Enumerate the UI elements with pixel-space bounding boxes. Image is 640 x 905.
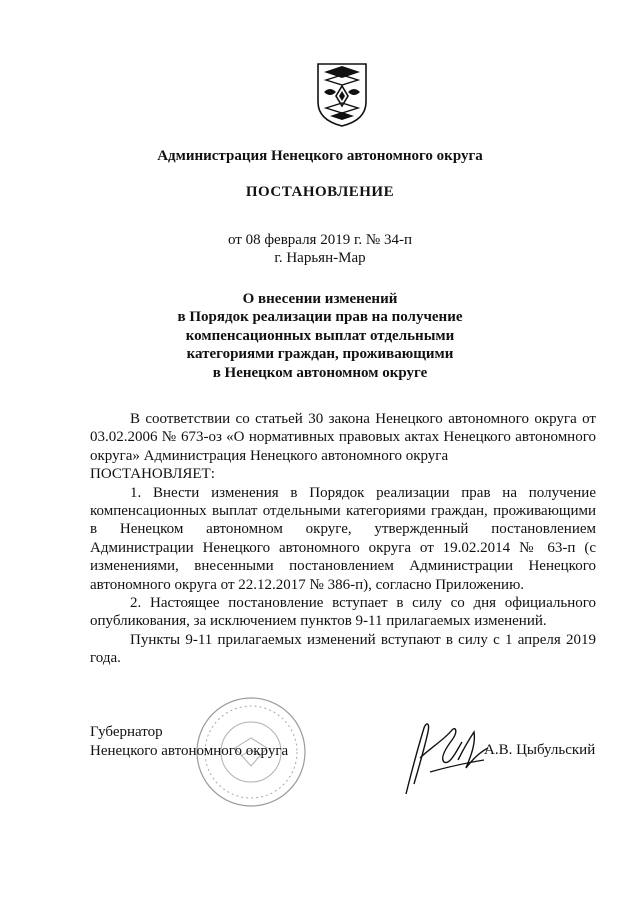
resolves-word: ПОСТАНОВЛЯЕТ: [90,466,215,483]
handwritten-signature-icon [400,718,492,798]
document-date-number: от 08 февраля 2019 г. № 34-п [227,232,413,248]
coat-of-arms-icon [316,62,368,128]
signatory-title [90,723,288,761]
preamble-paragraph: В соответствии со статьей 30 закона Ненецкого автономного округа от 03.02.2006 № 673-оз «О нормативных правовых актах Ненецкого автономного округа» Администрация Ненецкого автономного округа [90,411,596,464]
document-place: г. Нарьян-Мар [274,250,366,266]
subject-line: О внесении изменений [242,291,398,307]
signatory-title-line2: Ненецкого автономного округа [90,743,289,759]
subject-line: в Порядок реализации прав на получение [177,309,463,326]
document-body [90,410,596,668]
document-subject [0,290,640,382]
document-type: ПОСТАНОВЛЕНИЕ [245,184,395,200]
item-3-paragraph: Пункты 9-11 прилагаемых изменений вступают в силу с 1 апреля 2019 года. [90,631,596,667]
item-1-paragraph: 1. Внести изменения в Порядок реализации прав на получение компенсационных выплат отдельными категориями граждан, проживающими в Ненецком автономном округе, утвержденный постановлением Администрации Ненецкого автономного округа от 19.02.2014 № 63-п (с изменениями, внесенными постановлением Администрации Ненецкого автономного округа от 22.12.2017 № 386-п), согласно Приложению. [90,484,596,593]
signatory-title-line1: Губернатор [90,724,163,740]
organization-name: Администрация Ненецкого автономного округа [157,148,483,164]
subject-line: категориями граждан, проживающими [186,346,454,363]
item-2-paragraph: 2. Настоящее постановление вступает в силу со дня официального опубликования, за исключением пунктов 9-11 прилагаемых изменений. [90,595,596,630]
signatory-name: А.В. Цыбульский [484,742,596,758]
subject-line: в Ненецком автономном округе [212,364,428,381]
subject-line: компенсационных выплат отдельными [185,327,455,344]
